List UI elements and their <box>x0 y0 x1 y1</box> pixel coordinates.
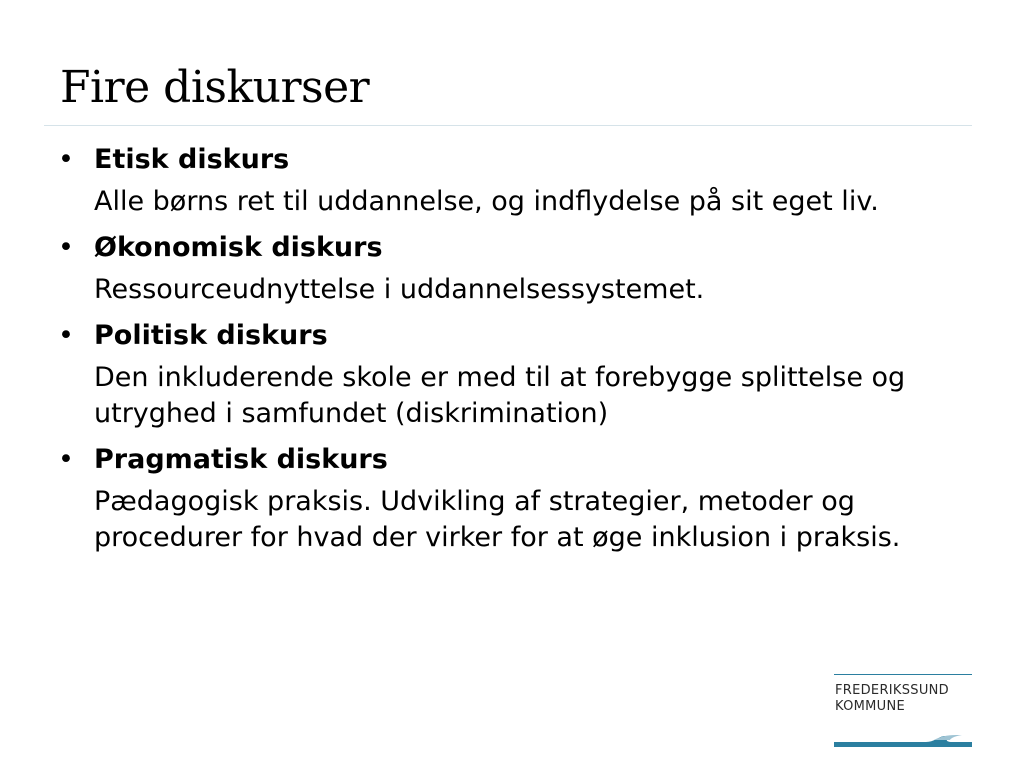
bullet-list <box>56 138 976 562</box>
bullet-icon: • <box>58 144 74 175</box>
item-heading-text: Politisk diskurs <box>94 320 328 351</box>
item-heading <box>56 438 976 482</box>
title-divider <box>44 125 972 126</box>
logo-top-line <box>834 674 972 675</box>
item-heading <box>56 226 976 270</box>
list-item-etisk <box>56 138 976 220</box>
item-heading-text: Økonomisk diskurs <box>94 232 383 263</box>
logo-wave-icon <box>834 734 972 748</box>
logo-line-2: KOMMUNE <box>835 699 906 714</box>
list-item-pragmatisk <box>56 438 976 556</box>
bullet-icon: • <box>58 232 74 263</box>
item-description: Den inkluderende skole er med til at forebygge splittelse og utryghed i samfundet (diskrimination) <box>94 362 906 429</box>
item-description: Alle børns ret til uddannelse, og indflydelse på sit eget liv. <box>94 186 879 217</box>
item-heading <box>56 314 976 358</box>
bullet-icon: • <box>58 320 74 351</box>
item-heading <box>56 138 976 182</box>
bullet-icon: • <box>58 444 74 475</box>
item-heading-text: Pragmatisk diskurs <box>94 444 388 475</box>
logo-line-1: FREDERIKSSUND <box>835 683 949 698</box>
item-description: Ressourceudnyttelse i uddannelsessystemet. <box>94 274 705 305</box>
slide-title: Fire diskurser <box>60 62 370 113</box>
item-heading-text: Etisk diskurs <box>94 144 290 175</box>
logo-text <box>835 683 949 715</box>
list-item-oekonomisk <box>56 226 976 308</box>
list-item-politisk <box>56 314 976 432</box>
item-description: Pædagogisk praksis. Udvikling af strategier, metoder og procedurer for hvad der virker for at øge inklusion i praksis. <box>94 486 901 553</box>
frederikssund-kommune-logo <box>834 674 972 748</box>
